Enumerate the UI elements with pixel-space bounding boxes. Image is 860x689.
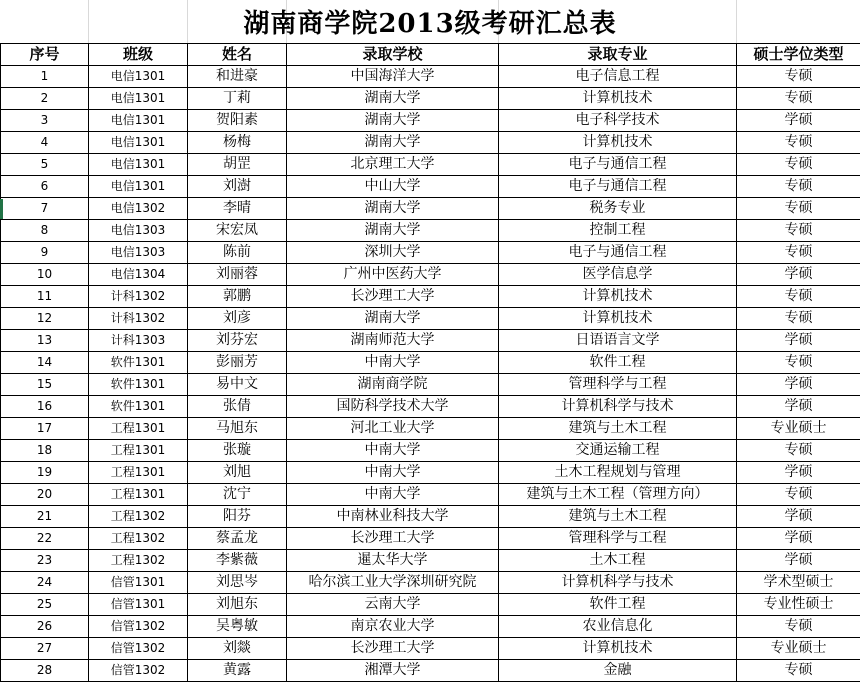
table-row xyxy=(1,88,860,110)
cell-major[interactable]: 管理科学与工程 xyxy=(499,374,737,396)
cell-name[interactable]: 马旭东 xyxy=(188,418,287,440)
cell-degree-type[interactable]: 专硕 xyxy=(737,352,860,374)
cell-school[interactable]: 河北工业大学 xyxy=(287,418,499,440)
table-row xyxy=(1,594,860,616)
cell-major[interactable]: 税务专业 xyxy=(499,198,737,220)
cell-major[interactable]: 电子与通信工程 xyxy=(499,154,737,176)
cell-school[interactable]: 湖南大学 xyxy=(287,198,499,220)
cell-class[interactable]: 计科1303 xyxy=(89,330,188,352)
cell-index[interactable]: 4 xyxy=(1,132,89,154)
cell-class[interactable]: 信管1302 xyxy=(89,616,188,638)
cell-school[interactable]: 中南大学 xyxy=(287,484,499,506)
cell-major[interactable]: 交通运输工程 xyxy=(499,440,737,462)
cell-school[interactable]: 中南林业科技大学 xyxy=(287,506,499,528)
cell-school[interactable]: 长沙理工大学 xyxy=(287,528,499,550)
cell-index[interactable]: 22 xyxy=(1,528,89,550)
cell-major[interactable]: 金融 xyxy=(499,660,737,682)
cell-major[interactable]: 软件工程 xyxy=(499,594,737,616)
table-row xyxy=(1,308,860,330)
cell-school[interactable]: 湖南商学院 xyxy=(287,374,499,396)
cell-major[interactable]: 电子与通信工程 xyxy=(499,176,737,198)
cell-degree-type[interactable]: 学硕 xyxy=(737,110,860,132)
cell-major[interactable]: 农业信息化 xyxy=(499,616,737,638)
header-index[interactable]: 序号 xyxy=(1,44,89,66)
table-row xyxy=(1,264,860,286)
cell-degree-type[interactable]: 学硕 xyxy=(737,330,860,352)
cell-class[interactable]: 信管1302 xyxy=(89,638,188,660)
cell-school[interactable]: 云南大学 xyxy=(287,594,499,616)
cell-school[interactable]: 长沙理工大学 xyxy=(287,638,499,660)
cell-degree-type[interactable]: 学硕 xyxy=(737,264,860,286)
results-table xyxy=(0,43,860,682)
cell-school[interactable]: 湖南大学 xyxy=(287,132,499,154)
cell-index[interactable]: 9 xyxy=(1,242,89,264)
cell-index[interactable]: 26 xyxy=(1,616,89,638)
cell-name[interactable]: 刘旭东 xyxy=(188,594,287,616)
cell-name[interactable]: 刘澍 xyxy=(188,176,287,198)
cell-major[interactable]: 计算机技术 xyxy=(499,88,737,110)
cell-school[interactable]: 暹太华大学 xyxy=(287,550,499,572)
title-row[interactable] xyxy=(0,0,860,43)
cell-index[interactable]: 27 xyxy=(1,638,89,660)
cell-major[interactable]: 管理科学与工程 xyxy=(499,528,737,550)
cell-major[interactable]: 土木工程 xyxy=(499,550,737,572)
cell-index[interactable]: 10 xyxy=(1,264,89,286)
cell-degree-type[interactable]: 学硕 xyxy=(737,550,860,572)
cell-name[interactable]: 彭丽芳 xyxy=(188,352,287,374)
cell-degree-type[interactable]: 专硕 xyxy=(737,154,860,176)
table-row xyxy=(1,418,860,440)
cell-major[interactable]: 计算机科学与技术 xyxy=(499,396,737,418)
cell-major[interactable]: 日语语言文学 xyxy=(499,330,737,352)
table-row xyxy=(1,572,860,594)
cell-name[interactable]: 郭鹏 xyxy=(188,286,287,308)
cell-school[interactable]: 广州中医药大学 xyxy=(287,264,499,286)
table-row xyxy=(1,528,860,550)
cell-index[interactable]: 3 xyxy=(1,110,89,132)
cell-school[interactable]: 湖南大学 xyxy=(287,220,499,242)
cell-class[interactable]: 信管1301 xyxy=(89,572,188,594)
cell-school[interactable]: 深圳大学 xyxy=(287,242,499,264)
cell-school[interactable]: 中国海洋大学 xyxy=(287,66,499,88)
cell-name[interactable]: 刘芬宏 xyxy=(188,330,287,352)
cell-degree-type[interactable]: 专业硕士 xyxy=(737,418,860,440)
cell-name[interactable]: 易中文 xyxy=(188,374,287,396)
cell-index[interactable]: 18 xyxy=(1,440,89,462)
cell-major[interactable]: 医学信息学 xyxy=(499,264,737,286)
cell-index[interactable]: 6 xyxy=(1,176,89,198)
table-row xyxy=(1,176,860,198)
table-row xyxy=(1,198,860,220)
table-row xyxy=(1,242,860,264)
cell-degree-type[interactable]: 专硕 xyxy=(737,440,860,462)
cell-degree-type[interactable]: 专硕 xyxy=(737,660,860,682)
cell-name[interactable]: 刘思岑 xyxy=(188,572,287,594)
cell-index[interactable]: 2 xyxy=(1,88,89,110)
cell-class[interactable]: 计科1302 xyxy=(89,286,188,308)
cell-class[interactable]: 软件1301 xyxy=(89,374,188,396)
cell-major[interactable]: 建筑与土木工程（管理方向） xyxy=(499,484,737,506)
cell-class[interactable]: 电信1301 xyxy=(89,154,188,176)
cell-class[interactable]: 信管1301 xyxy=(89,594,188,616)
cell-school[interactable]: 北京理工大学 xyxy=(287,154,499,176)
cell-class[interactable]: 工程1302 xyxy=(89,550,188,572)
cell-degree-type[interactable]: 专硕 xyxy=(737,484,860,506)
cell-school[interactable]: 哈尔滨工业大学深圳研究院 xyxy=(287,572,499,594)
cell-index[interactable]: 13 xyxy=(1,330,89,352)
header-degree-type[interactable]: 硕士学位类型 xyxy=(737,44,860,66)
cell-name[interactable]: 宋宏凤 xyxy=(188,220,287,242)
cell-school[interactable]: 湖南大学 xyxy=(287,88,499,110)
cell-degree-type[interactable]: 学硕 xyxy=(737,396,860,418)
cell-index[interactable]: 12 xyxy=(1,308,89,330)
cell-class[interactable]: 工程1301 xyxy=(89,440,188,462)
table-row xyxy=(1,396,860,418)
cell-school[interactable]: 湖南师范大学 xyxy=(287,330,499,352)
cell-major[interactable]: 计算机技术 xyxy=(499,286,737,308)
cell-major[interactable]: 电子与通信工程 xyxy=(499,242,737,264)
cell-index[interactable]: 21 xyxy=(1,506,89,528)
table-row xyxy=(1,352,860,374)
cell-name[interactable]: 贺阳素 xyxy=(188,110,287,132)
cell-class[interactable]: 计科1302 xyxy=(89,308,188,330)
cell-index[interactable]: 7 xyxy=(1,198,89,220)
cell-major[interactable]: 土木工程规划与管理 xyxy=(499,462,737,484)
cell-major[interactable]: 计算机技术 xyxy=(499,638,737,660)
cell-major[interactable]: 控制工程 xyxy=(499,220,737,242)
cell-index[interactable]: 24 xyxy=(1,572,89,594)
cell-class[interactable]: 电信1303 xyxy=(89,242,188,264)
cell-class[interactable]: 软件1301 xyxy=(89,352,188,374)
cell-index[interactable]: 1 xyxy=(1,66,89,88)
cell-name[interactable]: 刘丽蓉 xyxy=(188,264,287,286)
cell-major[interactable]: 软件工程 xyxy=(499,352,737,374)
table-row xyxy=(1,506,860,528)
cell-degree-type[interactable]: 学硕 xyxy=(737,462,860,484)
cell-index[interactable]: 28 xyxy=(1,660,89,682)
cell-name[interactable]: 杨梅 xyxy=(188,132,287,154)
cell-school[interactable]: 中山大学 xyxy=(287,176,499,198)
table-row xyxy=(1,484,860,506)
cell-degree-type[interactable]: 学硕 xyxy=(737,506,860,528)
cell-degree-type[interactable]: 专硕 xyxy=(737,198,860,220)
cell-name[interactable]: 张璇 xyxy=(188,440,287,462)
table-row xyxy=(1,154,860,176)
cell-class[interactable]: 电信1301 xyxy=(89,88,188,110)
cell-school[interactable]: 湖南大学 xyxy=(287,110,499,132)
cell-degree-type[interactable]: 专硕 xyxy=(737,286,860,308)
cell-school[interactable]: 湖南大学 xyxy=(287,308,499,330)
cell-class[interactable]: 电信1304 xyxy=(89,264,188,286)
table-row xyxy=(1,660,860,682)
cell-class[interactable]: 工程1301 xyxy=(89,418,188,440)
cell-name[interactable]: 沈宁 xyxy=(188,484,287,506)
cell-class[interactable]: 工程1301 xyxy=(89,484,188,506)
table-row xyxy=(1,374,860,396)
cell-index[interactable]: 19 xyxy=(1,462,89,484)
cell-degree-type[interactable]: 专硕 xyxy=(737,616,860,638)
cell-degree-type[interactable]: 学硕 xyxy=(737,374,860,396)
cell-degree-type[interactable]: 专硕 xyxy=(737,88,860,110)
cell-major[interactable]: 电子信息工程 xyxy=(499,66,737,88)
cell-class[interactable]: 电信1301 xyxy=(89,132,188,154)
cell-class[interactable]: 软件1301 xyxy=(89,396,188,418)
cell-school[interactable]: 中南大学 xyxy=(287,462,499,484)
cell-name[interactable]: 和进豪 xyxy=(188,66,287,88)
cell-name[interactable]: 陈前 xyxy=(188,242,287,264)
cell-major[interactable]: 建筑与土木工程 xyxy=(499,418,737,440)
cell-school[interactable]: 中南大学 xyxy=(287,352,499,374)
table-row xyxy=(1,330,860,352)
cell-class[interactable]: 电信1302 xyxy=(89,198,188,220)
table-row xyxy=(1,440,860,462)
cell-major[interactable]: 电子科学技术 xyxy=(499,110,737,132)
cell-index[interactable]: 23 xyxy=(1,550,89,572)
cell-index[interactable]: 25 xyxy=(1,594,89,616)
cell-name[interactable]: 刘旭 xyxy=(188,462,287,484)
table-row xyxy=(1,550,860,572)
header-row xyxy=(1,44,860,66)
cell-degree-type[interactable]: 专硕 xyxy=(737,132,860,154)
cell-degree-type[interactable]: 专硕 xyxy=(737,176,860,198)
cell-major[interactable]: 建筑与土木工程 xyxy=(499,506,737,528)
cell-major[interactable]: 计算机技术 xyxy=(499,308,737,330)
header-name[interactable]: 姓名 xyxy=(188,44,287,66)
cell-class[interactable]: 电信1301 xyxy=(89,66,188,88)
cell-class[interactable]: 工程1302 xyxy=(89,528,188,550)
cell-name[interactable]: 刘彦 xyxy=(188,308,287,330)
table-body xyxy=(1,66,860,682)
cell-class[interactable]: 工程1301 xyxy=(89,462,188,484)
cell-school[interactable]: 南京农业大学 xyxy=(287,616,499,638)
table-row xyxy=(1,638,860,660)
cell-index[interactable]: 20 xyxy=(1,484,89,506)
cell-index[interactable]: 15 xyxy=(1,374,89,396)
cell-school[interactable]: 国防科学技术大学 xyxy=(287,396,499,418)
cell-class[interactable]: 电信1301 xyxy=(89,176,188,198)
cell-index[interactable]: 8 xyxy=(1,220,89,242)
cell-class[interactable]: 信管1302 xyxy=(89,660,188,682)
cell-degree-type[interactable]: 专硕 xyxy=(737,220,860,242)
table-row xyxy=(1,66,860,88)
cell-class[interactable]: 工程1302 xyxy=(89,506,188,528)
cell-degree-type[interactable]: 学术型硕士 xyxy=(737,572,860,594)
table-row xyxy=(1,286,860,308)
cell-index[interactable]: 14 xyxy=(1,352,89,374)
cell-name[interactable]: 丁莉 xyxy=(188,88,287,110)
sheet-title: 湖南商学院2013级考研汇总表 xyxy=(243,9,617,39)
cell-major[interactable]: 计算机科学与技术 xyxy=(499,572,737,594)
table-row xyxy=(1,132,860,154)
table-row xyxy=(1,616,860,638)
table-row xyxy=(1,462,860,484)
header-school[interactable]: 录取学校 xyxy=(287,44,499,66)
header-class[interactable]: 班级 xyxy=(89,44,188,66)
row-selection-marker xyxy=(0,199,3,219)
header-major[interactable]: 录取专业 xyxy=(499,44,737,66)
cell-index[interactable]: 5 xyxy=(1,154,89,176)
cell-degree-type[interactable]: 学硕 xyxy=(737,528,860,550)
table-row xyxy=(1,220,860,242)
cell-name[interactable]: 张倩 xyxy=(188,396,287,418)
cell-name[interactable]: 李晴 xyxy=(188,198,287,220)
cell-school[interactable]: 长沙理工大学 xyxy=(287,286,499,308)
cell-name[interactable]: 阳芬 xyxy=(188,506,287,528)
cell-class[interactable]: 电信1303 xyxy=(89,220,188,242)
cell-name[interactable]: 李紫薇 xyxy=(188,550,287,572)
cell-index[interactable]: 17 xyxy=(1,418,89,440)
cell-index[interactable]: 11 xyxy=(1,286,89,308)
cell-degree-type[interactable]: 专硕 xyxy=(737,66,860,88)
cell-major[interactable]: 计算机技术 xyxy=(499,132,737,154)
cell-degree-type[interactable]: 专业硕士 xyxy=(737,638,860,660)
cell-degree-type[interactable]: 专硕 xyxy=(737,242,860,264)
cell-class[interactable]: 电信1301 xyxy=(89,110,188,132)
cell-degree-type[interactable]: 专业性硕士 xyxy=(737,594,860,616)
cell-name[interactable]: 吴粤敏 xyxy=(188,616,287,638)
cell-school[interactable]: 湘潭大学 xyxy=(287,660,499,682)
cell-degree-type[interactable]: 专硕 xyxy=(737,308,860,330)
cell-name[interactable]: 刘燚 xyxy=(188,638,287,660)
cell-school[interactable]: 中南大学 xyxy=(287,440,499,462)
cell-name[interactable]: 胡罡 xyxy=(188,154,287,176)
cell-name[interactable]: 黄露 xyxy=(188,660,287,682)
cell-index[interactable]: 16 xyxy=(1,396,89,418)
table-row xyxy=(1,110,860,132)
cell-name[interactable]: 蔡孟龙 xyxy=(188,528,287,550)
